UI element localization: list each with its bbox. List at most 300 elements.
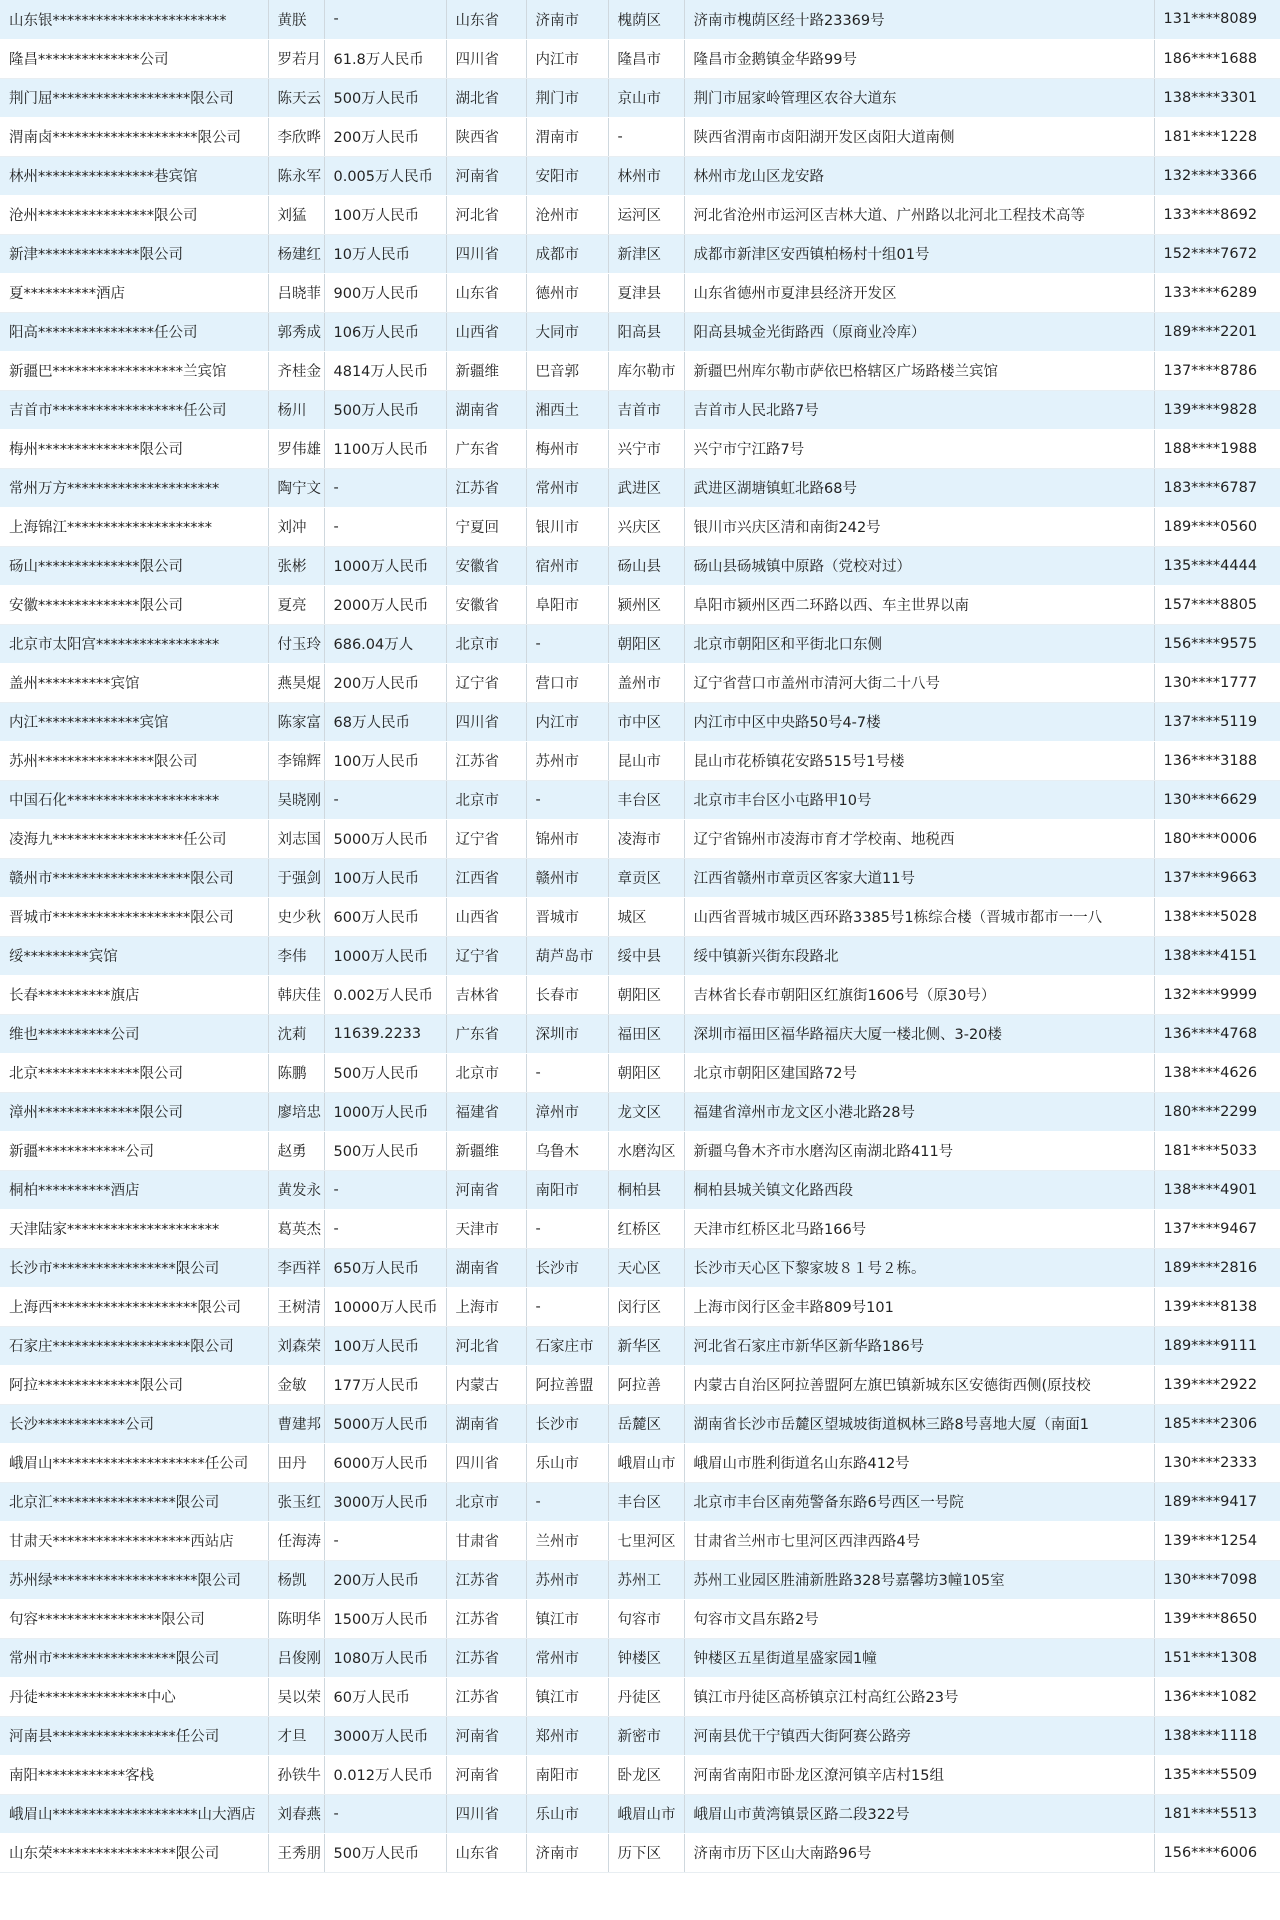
address-cell: 峨眉山市黄湾镇景区路二段322号 [684, 1794, 1154, 1833]
table-row [0, 780, 1280, 819]
table-row [0, 1014, 1280, 1053]
address-cell: 河北省石家庄市新华区新华路186号 [684, 1326, 1154, 1365]
company-name-cell: 句容*****************限公司 [0, 1599, 268, 1638]
address-cell: 陕西省渭南市卤阳湖开发区卤阳大道南侧 [684, 117, 1154, 156]
address-cell: 湖南省长沙市岳麓区望城坡街道枫林三路8号喜地大厦（南面1 [684, 1404, 1154, 1443]
province-cell: 江苏省 [446, 1599, 526, 1638]
contact-name-cell: 李欣晔 [268, 117, 324, 156]
address-cell: 福建省漳州市龙文区小港北路28号 [684, 1092, 1154, 1131]
company-name-cell: 荆门屈*******************限公司 [0, 78, 268, 117]
province-cell: 湖北省 [446, 78, 526, 117]
company-name-cell: 上海锦江******************** [0, 507, 268, 546]
capital-cell: 10万人民币 [324, 234, 446, 273]
contact-name-cell: 吴以荣 [268, 1677, 324, 1716]
district-cell: 苏州工 [608, 1560, 684, 1599]
phone-cell: 136****1082 [1154, 1677, 1280, 1716]
table-row [0, 1443, 1280, 1482]
company-name-cell: 长沙************公司 [0, 1404, 268, 1443]
phone-cell: 137****9467 [1154, 1209, 1280, 1248]
province-cell: 山西省 [446, 312, 526, 351]
contact-name-cell: 王秀朋 [268, 1833, 324, 1872]
table-row [0, 1638, 1280, 1677]
company-name-cell: 中国石化********************* [0, 780, 268, 819]
district-cell: 兴庆区 [608, 507, 684, 546]
phone-cell: 133****8692 [1154, 195, 1280, 234]
capital-cell: 200万人民币 [324, 663, 446, 702]
district-cell: 钟楼区 [608, 1638, 684, 1677]
company-name-cell: 夏**********酒店 [0, 273, 268, 312]
contact-name-cell: 齐桂金 [268, 351, 324, 390]
phone-cell: 138****3301 [1154, 78, 1280, 117]
contact-name-cell: 黄朕 [268, 0, 324, 39]
district-cell: 句容市 [608, 1599, 684, 1638]
city-cell: 乐山市 [526, 1443, 608, 1482]
capital-cell: 0.005万人民币 [324, 156, 446, 195]
contact-name-cell: 孙铁牛 [268, 1755, 324, 1794]
capital-cell: 5000万人民币 [324, 1404, 446, 1443]
capital-cell: - [324, 1209, 446, 1248]
district-cell: 市中区 [608, 702, 684, 741]
contact-name-cell: 廖培忠 [268, 1092, 324, 1131]
address-cell: 银川市兴庆区清和南街242号 [684, 507, 1154, 546]
address-cell: 北京市丰台区小屯路甲10号 [684, 780, 1154, 819]
city-cell: 常州市 [526, 468, 608, 507]
district-cell: 新华区 [608, 1326, 684, 1365]
district-cell: 丰台区 [608, 1482, 684, 1521]
table-row [0, 1560, 1280, 1599]
district-cell: 兴宁市 [608, 429, 684, 468]
district-cell: 七里河区 [608, 1521, 684, 1560]
contact-name-cell: 杨建红 [268, 234, 324, 273]
phone-cell: 156****6006 [1154, 1833, 1280, 1872]
table-row [0, 1170, 1280, 1209]
city-cell: 郑州市 [526, 1716, 608, 1755]
table-row [0, 1833, 1280, 1872]
province-cell: 四川省 [446, 702, 526, 741]
phone-cell: 139****9828 [1154, 390, 1280, 429]
contact-name-cell: 陈鹏 [268, 1053, 324, 1092]
company-name-cell: 盖州**********宾馆 [0, 663, 268, 702]
address-cell: 江西省赣州市章贡区客家大道11号 [684, 858, 1154, 897]
address-cell: 新疆乌鲁木齐市水磨沟区南湖北路411号 [684, 1131, 1154, 1170]
table-row [0, 1326, 1280, 1365]
capital-cell: - [324, 468, 446, 507]
contact-name-cell: 陈家富 [268, 702, 324, 741]
capital-cell: - [324, 1170, 446, 1209]
table-row [0, 936, 1280, 975]
district-cell: 朝阳区 [608, 975, 684, 1014]
address-cell: 北京市朝阳区和平街北口东侧 [684, 624, 1154, 663]
phone-cell: 132****9999 [1154, 975, 1280, 1014]
company-name-cell: 维也**********公司 [0, 1014, 268, 1053]
address-cell: 荆门市屈家岭管理区农谷大道东 [684, 78, 1154, 117]
phone-cell: 139****1254 [1154, 1521, 1280, 1560]
contact-name-cell: 张彬 [268, 546, 324, 585]
district-cell: 凌海市 [608, 819, 684, 858]
address-cell: 峨眉山市胜利街道名山东路412号 [684, 1443, 1154, 1482]
capital-cell: 6000万人民币 [324, 1443, 446, 1482]
province-cell: 山西省 [446, 897, 526, 936]
address-cell: 武进区湖塘镇虹北路68号 [684, 468, 1154, 507]
contact-name-cell: 任海涛 [268, 1521, 324, 1560]
company-name-cell: 绥*********宾馆 [0, 936, 268, 975]
province-cell: 江苏省 [446, 468, 526, 507]
district-cell: 武进区 [608, 468, 684, 507]
contact-name-cell: 陈天云 [268, 78, 324, 117]
contact-name-cell: 夏亮 [268, 585, 324, 624]
phone-cell: 135****4444 [1154, 546, 1280, 585]
capital-cell: - [324, 1794, 446, 1833]
company-name-cell: 晋城市*******************限公司 [0, 897, 268, 936]
contact-name-cell: 刘春燕 [268, 1794, 324, 1833]
contact-name-cell: 陈明华 [268, 1599, 324, 1638]
phone-cell: 139****8650 [1154, 1599, 1280, 1638]
company-name-cell: 安徽**************限公司 [0, 585, 268, 624]
phone-cell: 151****1308 [1154, 1638, 1280, 1677]
city-cell: 苏州市 [526, 1560, 608, 1599]
phone-cell: 181****5513 [1154, 1794, 1280, 1833]
capital-cell: 1000万人民币 [324, 546, 446, 585]
table-row [0, 1521, 1280, 1560]
district-cell: 颍州区 [608, 585, 684, 624]
province-cell: 广东省 [446, 1014, 526, 1053]
province-cell: 山东省 [446, 0, 526, 39]
capital-cell: 1500万人民币 [324, 1599, 446, 1638]
district-cell: 京山市 [608, 78, 684, 117]
city-cell: 赣州市 [526, 858, 608, 897]
contact-name-cell: 才旦 [268, 1716, 324, 1755]
capital-cell: 100万人民币 [324, 195, 446, 234]
contact-name-cell: 燕昊焜 [268, 663, 324, 702]
province-cell: 江苏省 [446, 741, 526, 780]
table-row [0, 429, 1280, 468]
phone-cell: 131****8089 [1154, 0, 1280, 39]
city-cell: 济南市 [526, 1833, 608, 1872]
address-cell: 隆昌市金鹅镇金华路99号 [684, 39, 1154, 78]
company-name-cell: 新津**************限公司 [0, 234, 268, 273]
company-name-cell: 阳高****************任公司 [0, 312, 268, 351]
address-cell: 上海市闵行区金丰路809号101 [684, 1287, 1154, 1326]
province-cell: 新疆维 [446, 1131, 526, 1170]
contact-name-cell: 赵勇 [268, 1131, 324, 1170]
capital-cell: - [324, 780, 446, 819]
capital-cell: 1000万人民币 [324, 1092, 446, 1131]
province-cell: 江苏省 [446, 1638, 526, 1677]
phone-cell: 189****2201 [1154, 312, 1280, 351]
city-cell: 梅州市 [526, 429, 608, 468]
district-cell: 丰台区 [608, 780, 684, 819]
phone-cell: 138****4151 [1154, 936, 1280, 975]
city-cell: 济南市 [526, 0, 608, 39]
district-cell: 阳高县 [608, 312, 684, 351]
province-cell: 山东省 [446, 1833, 526, 1872]
company-name-cell: 内江**************宾馆 [0, 702, 268, 741]
company-name-cell: 梅州**************限公司 [0, 429, 268, 468]
contact-name-cell: 张玉红 [268, 1482, 324, 1521]
district-cell: 卧龙区 [608, 1755, 684, 1794]
city-cell: 深圳市 [526, 1014, 608, 1053]
company-name-cell: 苏州绿********************限公司 [0, 1560, 268, 1599]
city-cell: 长沙市 [526, 1404, 608, 1443]
capital-cell: 686.04万人 [324, 624, 446, 663]
address-cell: 苏州工业园区胜浦新胜路328号嘉馨坊3幢105室 [684, 1560, 1154, 1599]
city-cell: 南阳市 [526, 1170, 608, 1209]
company-name-cell: 砀山**************限公司 [0, 546, 268, 585]
contact-name-cell: 金敏 [268, 1365, 324, 1404]
capital-cell: 1000万人民币 [324, 936, 446, 975]
address-cell: 成都市新津区安西镇柏杨村十组01号 [684, 234, 1154, 273]
table-row [0, 273, 1280, 312]
capital-cell: 500万人民币 [324, 1053, 446, 1092]
contact-name-cell: 付玉玲 [268, 624, 324, 663]
capital-cell: 60万人民币 [324, 1677, 446, 1716]
city-cell: 漳州市 [526, 1092, 608, 1131]
province-cell: 河北省 [446, 195, 526, 234]
table-row [0, 39, 1280, 78]
phone-cell: 130****7098 [1154, 1560, 1280, 1599]
phone-cell: 138****4901 [1154, 1170, 1280, 1209]
province-cell: 陕西省 [446, 117, 526, 156]
province-cell: 甘肃省 [446, 1521, 526, 1560]
contact-name-cell: 李西祥 [268, 1248, 324, 1287]
address-cell: 吉首市人民北路7号 [684, 390, 1154, 429]
phone-cell: 135****5509 [1154, 1755, 1280, 1794]
phone-cell: 185****2306 [1154, 1404, 1280, 1443]
city-cell: 渭南市 [526, 117, 608, 156]
district-cell: 林州市 [608, 156, 684, 195]
contact-name-cell: 杨凯 [268, 1560, 324, 1599]
contact-name-cell: 田丹 [268, 1443, 324, 1482]
city-cell: 苏州市 [526, 741, 608, 780]
company-name-cell: 吉首市******************任公司 [0, 390, 268, 429]
company-name-cell: 新疆************公司 [0, 1131, 268, 1170]
phone-cell: 138****1118 [1154, 1716, 1280, 1755]
capital-cell: 100万人民币 [324, 1326, 446, 1365]
capital-cell: 68万人民币 [324, 702, 446, 741]
company-name-cell: 南阳************客栈 [0, 1755, 268, 1794]
district-cell: 岳麓区 [608, 1404, 684, 1443]
city-cell: 营口市 [526, 663, 608, 702]
contact-name-cell: 王树清 [268, 1287, 324, 1326]
capital-cell: 3000万人民币 [324, 1482, 446, 1521]
phone-cell: 136****3188 [1154, 741, 1280, 780]
address-cell: 甘肃省兰州市七里河区西津西路4号 [684, 1521, 1154, 1560]
table-row [0, 897, 1280, 936]
company-name-cell: 渭南卤********************限公司 [0, 117, 268, 156]
capital-cell: 600万人民币 [324, 897, 446, 936]
capital-cell: 500万人民币 [324, 390, 446, 429]
company-name-cell: 天津陆家********************* [0, 1209, 268, 1248]
province-cell: 北京市 [446, 624, 526, 663]
company-name-cell: 长沙市*****************限公司 [0, 1248, 268, 1287]
table-row [0, 1053, 1280, 1092]
company-name-cell: 峨眉山********************山大酒店 [0, 1794, 268, 1833]
company-name-cell: 长春**********旗店 [0, 975, 268, 1014]
city-cell: 德州市 [526, 273, 608, 312]
city-cell: 乌鲁木 [526, 1131, 608, 1170]
company-name-cell: 苏州****************限公司 [0, 741, 268, 780]
district-cell: 峨眉山市 [608, 1443, 684, 1482]
city-cell: 沧州市 [526, 195, 608, 234]
address-cell: 辽宁省锦州市凌海市育才学校南、地税西 [684, 819, 1154, 858]
city-cell: 巴音郭 [526, 351, 608, 390]
company-name-cell: 漳州**************限公司 [0, 1092, 268, 1131]
contact-name-cell: 李锦辉 [268, 741, 324, 780]
district-cell: 新密市 [608, 1716, 684, 1755]
contact-name-cell: 吕晓菲 [268, 273, 324, 312]
contact-name-cell: 罗伟雄 [268, 429, 324, 468]
table-row [0, 702, 1280, 741]
contact-name-cell: 葛英杰 [268, 1209, 324, 1248]
table-row [0, 1404, 1280, 1443]
company-name-cell: 峨眉山*********************任公司 [0, 1443, 268, 1482]
contact-name-cell: 吕俊刚 [268, 1638, 324, 1677]
province-cell: 四川省 [446, 39, 526, 78]
city-cell: - [526, 780, 608, 819]
district-cell: 水磨沟区 [608, 1131, 684, 1170]
city-cell: 乐山市 [526, 1794, 608, 1833]
city-cell: 内江市 [526, 39, 608, 78]
city-cell: 银川市 [526, 507, 608, 546]
phone-cell: 130****2333 [1154, 1443, 1280, 1482]
contact-name-cell: 吴晓刚 [268, 780, 324, 819]
province-cell: 北京市 [446, 780, 526, 819]
table-row [0, 1092, 1280, 1131]
district-cell: 库尔勒市 [608, 351, 684, 390]
phone-cell: 138****5028 [1154, 897, 1280, 936]
company-name-cell: 丹徒***************中心 [0, 1677, 268, 1716]
capital-cell: 650万人民币 [324, 1248, 446, 1287]
contact-name-cell: 沈莉 [268, 1014, 324, 1053]
contact-name-cell: 刘森荣 [268, 1326, 324, 1365]
phone-cell: 186****1688 [1154, 39, 1280, 78]
city-cell: 阜阳市 [526, 585, 608, 624]
province-cell: 辽宁省 [446, 936, 526, 975]
province-cell: 江苏省 [446, 1560, 526, 1599]
address-cell: 兴宁市宁江路7号 [684, 429, 1154, 468]
phone-cell: 189****2816 [1154, 1248, 1280, 1287]
contact-name-cell: 黄发永 [268, 1170, 324, 1209]
address-cell: 句容市文昌东路2号 [684, 1599, 1154, 1638]
province-cell: 河南省 [446, 1755, 526, 1794]
company-name-cell: 阿拉**************限公司 [0, 1365, 268, 1404]
capital-cell: 0.012万人民币 [324, 1755, 446, 1794]
company-name-cell: 北京市太阳宫***************** [0, 624, 268, 663]
district-cell: 龙文区 [608, 1092, 684, 1131]
phone-cell: 180****0006 [1154, 819, 1280, 858]
phone-cell: 180****2299 [1154, 1092, 1280, 1131]
table-row [0, 741, 1280, 780]
address-cell: 山东省德州市夏津县经济开发区 [684, 273, 1154, 312]
province-cell: 新疆维 [446, 351, 526, 390]
district-cell: 闵行区 [608, 1287, 684, 1326]
address-cell: 辽宁省营口市盖州市清河大街二十八号 [684, 663, 1154, 702]
address-cell: 济南市历下区山大南路96号 [684, 1833, 1154, 1872]
capital-cell: 177万人民币 [324, 1365, 446, 1404]
capital-cell: 5000万人民币 [324, 819, 446, 858]
contact-name-cell: 韩庆佳 [268, 975, 324, 1014]
district-cell: 盖州市 [608, 663, 684, 702]
table-row [0, 1599, 1280, 1638]
company-name-cell: 河南县*****************任公司 [0, 1716, 268, 1755]
phone-cell: 137****9663 [1154, 858, 1280, 897]
phone-cell: 133****6289 [1154, 273, 1280, 312]
company-name-cell: 凌海九******************任公司 [0, 819, 268, 858]
district-cell: 福田区 [608, 1014, 684, 1053]
province-cell: 河南省 [446, 156, 526, 195]
company-name-cell: 桐柏**********酒店 [0, 1170, 268, 1209]
address-cell: 长沙市天心区下黎家坡８１号２栋。 [684, 1248, 1154, 1287]
city-cell: 长沙市 [526, 1248, 608, 1287]
province-cell: 河南省 [446, 1716, 526, 1755]
contact-name-cell: 史少秋 [268, 897, 324, 936]
contact-name-cell: 刘猛 [268, 195, 324, 234]
capital-cell: 500万人民币 [324, 78, 446, 117]
company-name-cell: 新疆巴******************兰宾馆 [0, 351, 268, 390]
company-name-cell: 常州万方********************* [0, 468, 268, 507]
province-cell: 湖南省 [446, 1404, 526, 1443]
address-cell: 河南省南阳市卧龙区潦河镇辛店村15组 [684, 1755, 1154, 1794]
city-cell: 石家庄市 [526, 1326, 608, 1365]
company-name-cell: 山东荣*****************限公司 [0, 1833, 268, 1872]
province-cell: 河南省 [446, 1170, 526, 1209]
capital-cell: 10000万人民币 [324, 1287, 446, 1326]
table-row [0, 1365, 1280, 1404]
capital-cell: 200万人民币 [324, 117, 446, 156]
contact-name-cell: 杨川 [268, 390, 324, 429]
province-cell: 四川省 [446, 1794, 526, 1833]
district-cell: 丹徒区 [608, 1677, 684, 1716]
address-cell: 吉林省长春市朝阳区红旗街1606号（原30号） [684, 975, 1154, 1014]
table-row [0, 156, 1280, 195]
table-row [0, 1755, 1280, 1794]
phone-cell: 157****8805 [1154, 585, 1280, 624]
phone-cell: 183****6787 [1154, 468, 1280, 507]
table-row [0, 585, 1280, 624]
province-cell: 北京市 [446, 1482, 526, 1521]
table-row [0, 624, 1280, 663]
address-cell: 阜阳市颍州区西二环路以西、车主世界以南 [684, 585, 1154, 624]
table-row [0, 507, 1280, 546]
table-row [0, 1677, 1280, 1716]
capital-cell: - [324, 1521, 446, 1560]
address-cell: 内蒙古自治区阿拉善盟阿左旗巴镇新城东区安德街西侧(原技校 [684, 1365, 1154, 1404]
contact-name-cell: 李伟 [268, 936, 324, 975]
phone-cell: 137****8786 [1154, 351, 1280, 390]
capital-cell: 900万人民币 [324, 273, 446, 312]
district-cell: 昆山市 [608, 741, 684, 780]
address-cell: 深圳市福田区福华路福庆大厦一楼北侧、3-20楼 [684, 1014, 1154, 1053]
district-cell: 朝阳区 [608, 624, 684, 663]
district-cell: 天心区 [608, 1248, 684, 1287]
address-cell: 钟楼区五星街道星盛家园1幢 [684, 1638, 1154, 1677]
phone-cell: 132****3366 [1154, 156, 1280, 195]
company-name-cell: 隆昌**************公司 [0, 39, 268, 78]
address-cell: 济南市槐荫区经十路23369号 [684, 0, 1154, 39]
city-cell: - [526, 1287, 608, 1326]
table-row [0, 195, 1280, 234]
district-cell: 绥中县 [608, 936, 684, 975]
address-cell: 绥中镇新兴街东段路北 [684, 936, 1154, 975]
city-cell: 晋城市 [526, 897, 608, 936]
district-cell: 章贡区 [608, 858, 684, 897]
table-row [0, 351, 1280, 390]
city-cell: 宿州市 [526, 546, 608, 585]
city-cell: - [526, 1209, 608, 1248]
address-cell: 山西省晋城市城区西环路3385号1栋综合楼（晋城市都市一一八 [684, 897, 1154, 936]
city-cell: 阿拉善盟 [526, 1365, 608, 1404]
province-cell: 吉林省 [446, 975, 526, 1014]
